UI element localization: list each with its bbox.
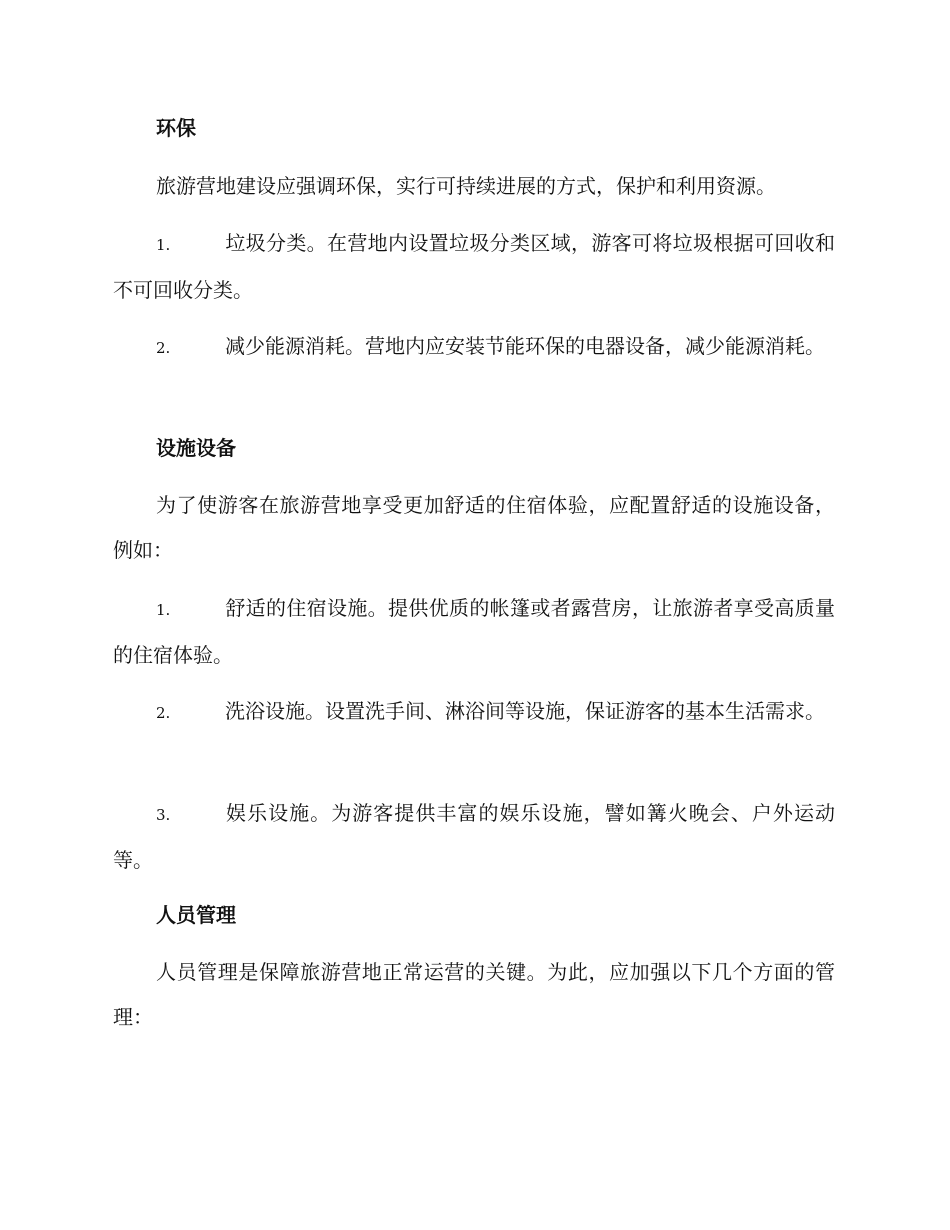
list-item-text: 减少能源消耗。营地内应安装节能环保的电器设备，减少能源消耗。 — [225, 334, 825, 358]
list-item — [113, 791, 835, 883]
list-item-text: 娱乐设施。为游客提供丰富的娱乐设施，譬如篝火晚会、户外运动等。 — [113, 801, 835, 872]
list-item-number: 2. — [156, 339, 171, 357]
list-item — [113, 324, 835, 371]
list-item — [113, 586, 835, 678]
list-item-number: 1. — [156, 236, 171, 254]
list-item-text: 舒适的住宿设施。提供优质的帐篷或者露营房，让旅游者享受高质量的住宿体验。 — [113, 596, 835, 667]
list-item-number: 1. — [156, 601, 171, 619]
list-item-text: 垃圾分类。在营地内设置垃圾分类区域，游客可将垃圾根据可回收和不可回收分类。 — [113, 231, 835, 302]
section-heading-facilities: 设施设备 — [156, 436, 236, 460]
section-intro-staff-management: 人员管理是保障旅游营地正常运营的关键。为此，应加强以下几个方面的管理： — [113, 960, 835, 1029]
list-item — [113, 689, 835, 736]
section-intro-facilities: 为了使游客在旅游营地享受更加舒适的住宿体验，应配置舒适的设施设备，例如： — [113, 493, 835, 562]
list-item — [113, 221, 835, 313]
section-heading-staff-management: 人员管理 — [156, 903, 236, 927]
list-item-number: 3. — [156, 806, 171, 824]
list-item-text: 洗浴设施。设置洗手间、淋浴间等设施，保证游客的基本生活需求。 — [225, 699, 825, 723]
list-item-number: 2. — [156, 704, 171, 722]
section-heading-environment: 环保 — [156, 116, 196, 140]
section-intro-environment: 旅游营地建设应强调环保，实行可持续进展的方式，保护和利用资源。 — [156, 174, 776, 198]
